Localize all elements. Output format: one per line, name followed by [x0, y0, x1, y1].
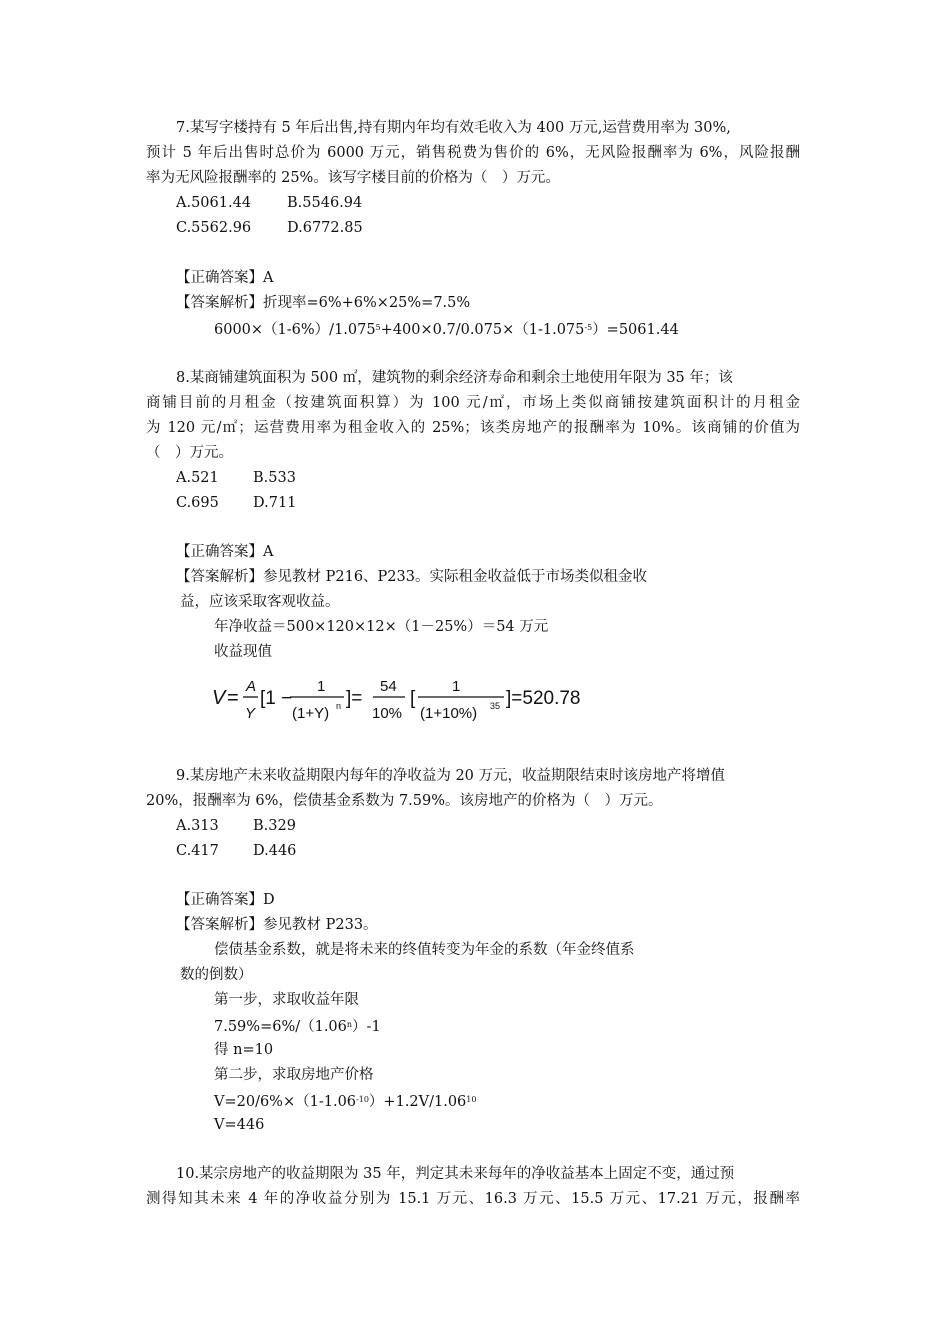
q7-calc-part3: ）=5061.44	[592, 322, 679, 338]
q9-equation2	[214, 1090, 476, 1112]
q9-step1: 第一步，求取收益年限	[214, 992, 359, 1008]
q9-stem-line2: 20%，报酬率为 6%，偿债基金系数为 7.59%。该房地产的价格为（ ）万元。	[146, 793, 663, 809]
q8-option-a: A.521	[176, 470, 219, 486]
q9-eq2-part2: ）+1.2V/1.06	[368, 1094, 467, 1110]
q8-stem-line1: 8.某商铺建筑面积为 500 ㎡，建筑物的剩余经济寿命和剩余土地使用年限为 35 年；该	[176, 370, 733, 386]
q8-option-d: D.711	[253, 495, 297, 511]
q8-option-b: B.533	[253, 470, 296, 486]
formula-one-1: 1	[317, 678, 326, 695]
formula-denominator-2: (1+10%)	[420, 705, 478, 722]
q9-step2: 第二步，求取房地产价格	[214, 1067, 374, 1083]
q7-stem-line3: 率为无风险报酬率的 25%。该写字楼目前的价格为（ ）万元。	[146, 170, 560, 186]
formula-bracket-open-2: [	[410, 688, 416, 709]
q9-eq1-exp: n	[346, 1020, 353, 1029]
formula-denominator-1: (1+Y)	[292, 705, 330, 722]
formula-54: 54	[380, 678, 397, 695]
formula-result: ]=520.78	[506, 688, 581, 709]
q7-option-c: C.5562.96	[176, 220, 252, 236]
formula-bracket-open: [1 −	[260, 688, 293, 709]
formula-v: V	[212, 687, 226, 709]
q9-analysis: 【答案解析】参见教材 P233。	[176, 917, 378, 933]
q9-eq2-part1: V=20/6%×（1-1.06	[214, 1094, 357, 1110]
q9-n-result: 得 n=10	[214, 1042, 274, 1058]
q10-stem-line1: 10.某宗房地产的收益期限为 35 年，判定其未来每年的净收益基本上固定不变，通过预	[176, 1166, 735, 1182]
q8-present-value-label: 收益现值	[214, 644, 272, 660]
formula-a: A	[246, 678, 257, 695]
formula-y: Y	[245, 705, 256, 722]
q10-stem-line2: 测得知其未来 4 年的净收益分别为 15.1 万元、16.3 万元、15.5 万元、17.21 万元，报酬率	[146, 1191, 800, 1207]
formula-bracket-close: ]=	[346, 688, 363, 709]
q9-correct-answer: 【正确答案】D	[176, 892, 275, 908]
q7-stem-line1: 7.某写字楼持有 5 年后出售,持有期内年均有效毛收入为 400 万元,运营费用率为 30%,	[176, 120, 731, 136]
q7-stem-line2: 预计 5 年后出售时总价为 6000 万元，销售税费为售价的 6%，无风险报酬率为 6%，风险报酬	[146, 145, 800, 161]
q7-calc-exp2: -5	[584, 323, 593, 332]
q7-option-a: A.5061.44	[176, 195, 252, 211]
q8-stem-line4: （ ）万元。	[146, 445, 233, 461]
q7-correct-answer: 【正确答案】A	[176, 270, 274, 286]
q9-option-b: B.329	[253, 818, 296, 834]
q9-option-d: D.446	[253, 843, 297, 859]
q8-formula	[212, 672, 582, 728]
formula-exponent-n: n	[336, 701, 342, 711]
formula-rate: 10%	[372, 705, 403, 722]
q9-stem-line1: 9.某房地产未来收益期限内每年的净收益为 20 万元，收益期限结束时该房地产将增值	[176, 768, 726, 784]
q7-analysis: 【答案解析】折现率=6%+6%×25%=7.5%	[176, 295, 471, 311]
q7-option-d: D.6772.85	[287, 220, 363, 236]
q9-option-c: C.417	[176, 843, 219, 859]
q9-eq1-part2: ）-1	[352, 1019, 381, 1035]
q8-stem-line3: 为 120 元/㎡；运营费用率为租金收入的 25%；该类房地产的报酬率为 10%。该商铺的价值为	[146, 420, 800, 436]
q9-eq2-exp1: -10	[356, 1095, 369, 1104]
q8-correct-answer: 【正确答案】A	[176, 544, 274, 560]
q8-net-income: 年净收益＝500×120×12×（1－25%）＝54 万元	[214, 619, 549, 635]
q9-option-a: A.313	[176, 818, 219, 834]
q8-analysis-line1: 【答案解析】参见教材 P216、P233。实际租金收益低于市场类似租金收	[176, 569, 647, 585]
q9-v-result: V=446	[214, 1117, 265, 1133]
q9-equation1	[214, 1015, 381, 1037]
q8-stem-line2: 商铺目前的月租金（按建筑面积算）为 100 元/㎡，市场上类似商铺按建筑面积计的月租金	[146, 395, 800, 411]
q8-analysis-line2: 益，应该采取客观收益。	[180, 594, 340, 610]
q9-eq2-exp2: 10	[466, 1095, 477, 1104]
formula-exponent-35: 35	[490, 701, 501, 711]
formula-one-2: 1	[452, 678, 461, 695]
q7-calculation	[214, 318, 679, 340]
q8-option-c: C.695	[176, 495, 219, 511]
q7-calc-exp1: 5	[375, 323, 381, 332]
q7-calc-part1: 6000×（1-6%）/1.075	[214, 322, 376, 338]
q9-explanation-line1: 偿债基金系数，就是将未来的终值转变为年金的系数（年金终值系	[214, 942, 635, 958]
q7-option-b: B.5546.94	[287, 195, 363, 211]
q9-eq1-part1: 7.59%=6%/（1.06	[214, 1019, 347, 1035]
q9-explanation-line2: 数的倒数）	[180, 967, 253, 983]
formula-equals: =	[227, 687, 239, 709]
q7-calc-part2: +400×0.7/0.075×（1-1.075	[380, 322, 585, 338]
